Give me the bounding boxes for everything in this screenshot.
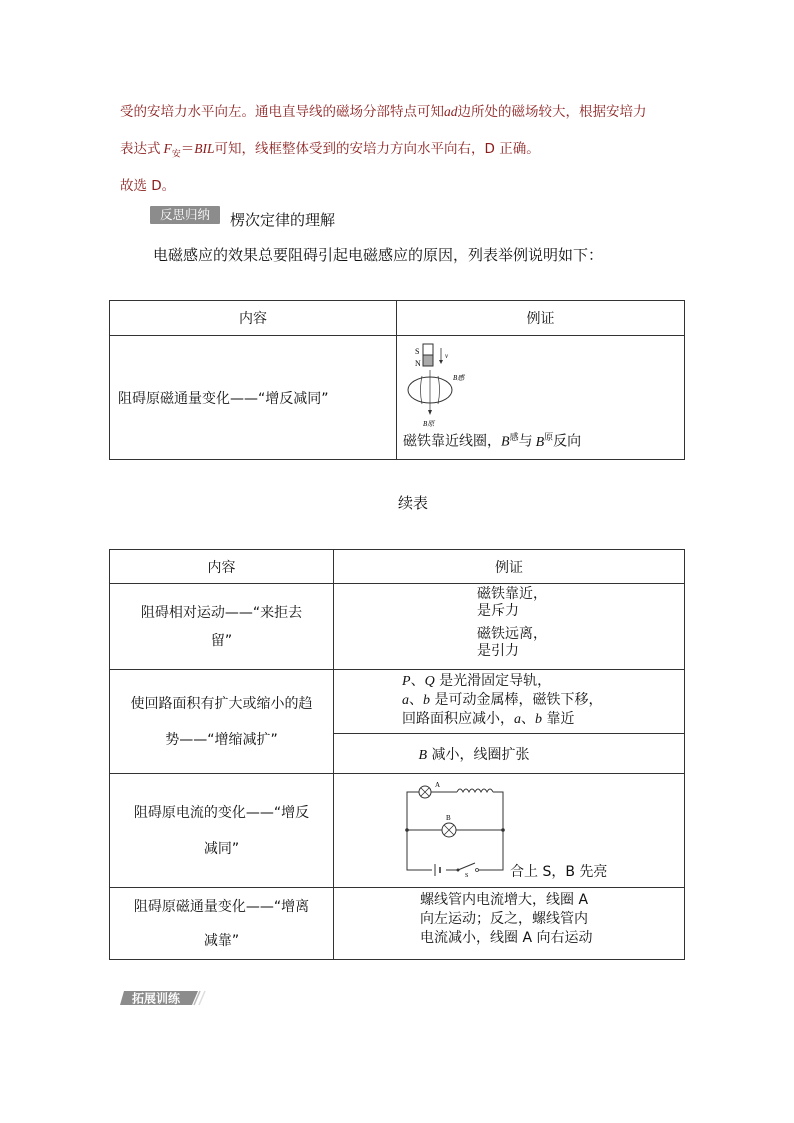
fig-b-label: B	[446, 814, 451, 822]
extension-tag	[120, 989, 208, 1007]
table2-row2b-example: B 减小，线圈扩张	[334, 734, 685, 774]
fig-n-label: N	[415, 359, 421, 368]
table2-row2-content: 使回路面积有扩大或缩小的趋 势——“增缩减扩”	[110, 670, 334, 774]
explanation-line-2: 表达式 $F_安=BIL$可知，线框整体受到的安培力方向水平向右，D 正确。	[120, 141, 540, 160]
table2-row3-example	[334, 774, 685, 888]
explanation-line-1: 受的安培力水平向左。通电直导线的磁场分部特点可知ad边所处的磁场较大，根据安培力	[120, 104, 647, 120]
fig-s-label: S	[415, 347, 420, 356]
table2-row1-example: 磁铁靠近， 是斥力 磁铁远离， 是引力	[334, 584, 685, 670]
table2-row3-caption: 合上 S，B 先亮	[510, 864, 608, 880]
table2-header-content: 内容	[110, 550, 334, 584]
table1-row-example	[397, 336, 685, 460]
reflection-intro: 电磁感应的效果总要阻碍引起电磁感应的原因，列表举例说明如下：	[153, 246, 604, 264]
table2-row1-content: 阻碍相对运动——“来拒去 留”	[110, 584, 334, 670]
explanation-line-3: 故选 D。	[120, 178, 176, 194]
table2-row2-example: P、Q 是光滑固定导轨， a、b 是可动金属棒，磁铁下移， 回路面积应减小，a、b 靠近	[334, 670, 685, 734]
circuit-figure	[402, 782, 512, 877]
fig-v-label: v	[445, 352, 449, 360]
table1-row-content: 阻碍原磁通量变化——“增反减同”	[110, 336, 397, 460]
continued-caption: 续表	[398, 494, 429, 512]
fig-b-orig-label: B原	[423, 420, 435, 428]
table2-row3-content: 阻碍原电流的变化——“增反 减同”	[110, 774, 334, 888]
table2-row4-example: 螺线管内电流增大，线圈 A 向左运动；反之，螺线管内 电流减小，线圈 A 向右运动	[334, 888, 685, 960]
table1-example-caption: 磁铁靠近线圈，$B^感$与 $B^原$反向	[403, 433, 582, 450]
table-1	[109, 300, 685, 460]
extension-tag-label: 拓展训练	[132, 991, 181, 1006]
reflection-title: 楞次定律的理解	[230, 211, 336, 229]
table2-header-example: 例证	[334, 550, 685, 584]
table1-header-content: 内容	[110, 301, 397, 336]
fig-s-label-2: S	[465, 873, 469, 877]
table2-row4-content: 阻碍原磁通量变化——“增离 减靠”	[110, 888, 334, 960]
fig-b-induced-label: B感	[453, 374, 465, 382]
fig-a-label: A	[435, 782, 441, 789]
table-2	[109, 549, 685, 960]
reflection-tag: 反思归纳	[150, 206, 220, 224]
magnet-coil-figure	[405, 340, 495, 432]
table1-header-example: 例证	[397, 301, 685, 336]
